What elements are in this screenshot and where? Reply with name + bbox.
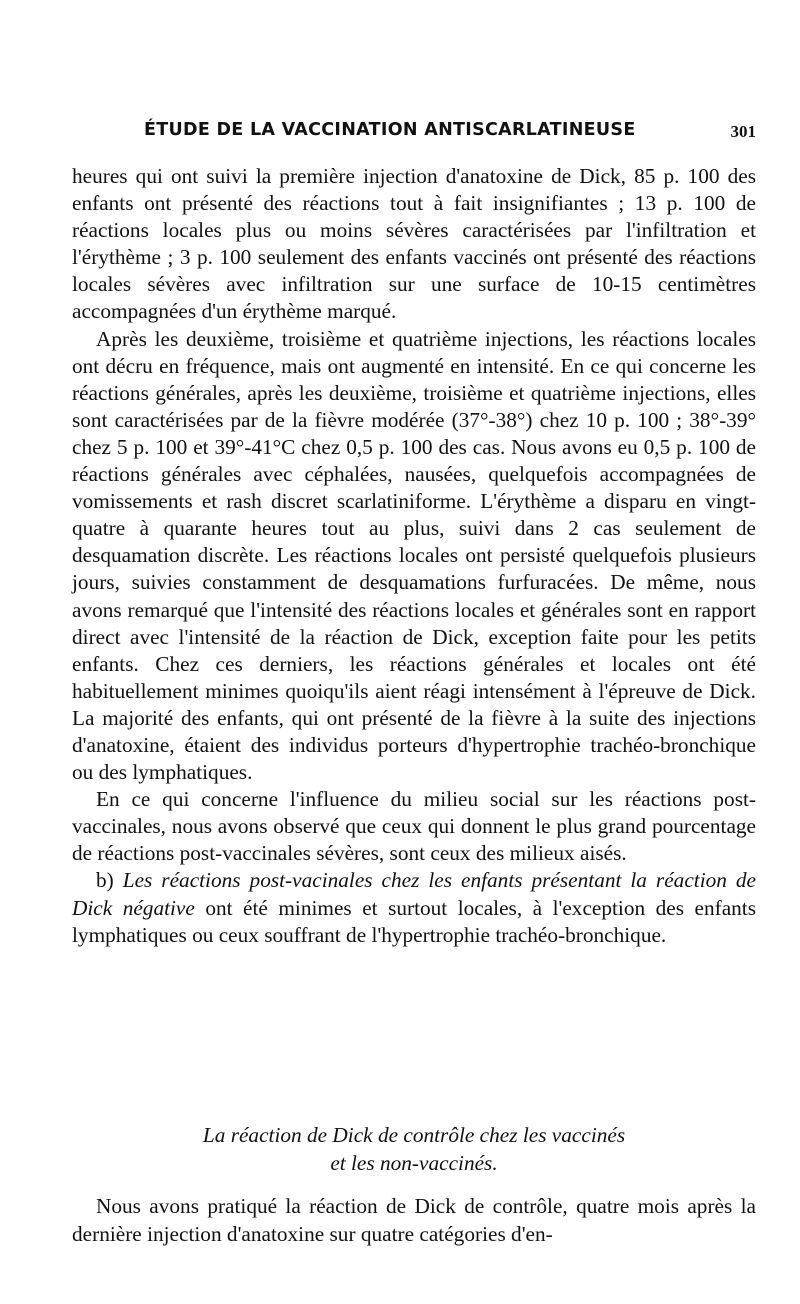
page-header <box>78 120 768 150</box>
section-heading-line-1: La réaction de Dick de contrôle chez les vaccinés <box>202 1123 626 1147</box>
page-number: 301 <box>730 122 756 141</box>
section-heading-line-2: et les non-vaccinés. <box>330 1151 498 1175</box>
paragraph-4-rest: ont été minimes et surtout locales, à l'exception des enfants lymphatiques ou ceux souffrant de l'hypertrophie trachéo-bronchique. <box>72 895 757 947</box>
section-heading <box>72 1121 756 1177</box>
paragraph-4-italic: Les réactions post-vacinales chez les enfants présentant la réaction de Dick négative <box>72 868 756 920</box>
body-text <box>72 163 756 949</box>
closing-text <box>72 1193 756 1248</box>
paragraph-4-label: b) <box>96 868 114 893</box>
paragraph-2: Après les deuxième, troisième et quatrième injections, les réactions locales ont décru en fréquence, mais ont augmenté en intensité. En ce qui concerne les réactions générales, après les deuxième, troisième et quatrième injections, elles sont caractérisées par de la fièvre modérée (37°-38°) chez 10 p. 100 ; 38°-39° chez 5 p. 100 et 39°-41°C chez 0,5 p. 100 des cas. Nous avons eu 0,5 p. 100 de réactions générales avec céphalées, nausées, quelquefois accompagnées de vomissements et rash discret scarlatiniforme. L'érythème a disparu en vingt-quatre à quarante heures tout au plus, suivi dans 2 cas seulement de desquamation discrète. Les réactions locales ont persisté quelquefois plusieurs jours, suivies constamment de desquamations furfuracées. De même, nous avons remarqué que l'intensité des réactions locales et générales sont en rapport direct avec l'intensité de la réaction de Dick, exception faite pour les petits enfants. Chez ces derniers, les réactions générales et locales ont été habituellement minimes quoiqu'ils aient réagi intensément à l'épreuve de Dick. La majorité des enfants, qui ont présenté de la fièvre à la suite des injections d'anatoxine, étaient des individus porteurs d'hypertrophie trachéo-bronchique ou des lymphatiques. <box>72 326 756 785</box>
paragraph-1: heures qui ont suivi la première injection d'anatoxine de Dick, 85 p. 100 des enfants ont présenté des réactions tout à fait insignifiantes ; 13 p. 100 de réactions locales plus ou moins sévères caractérisées par l'infiltration et l'érythème ; 3 p. 100 seulement des enfants vaccinés ont présenté des réactions locales sévères avec infiltration sur une surface de 10-15 centimètres accompagnées d'un érythème marqué. <box>72 164 756 324</box>
closing-paragraph: Nous avons pratiqué la réaction de Dick de contrôle, quatre mois après la dernière injection d'anatoxine sur quatre catégories d'en- <box>72 1194 756 1246</box>
paragraph-4 <box>72 867 756 948</box>
running-title: ÉTUDE DE LA VACCINATION ANTISCARLATINEUSE <box>144 120 636 140</box>
paragraph-3: En ce qui concerne l'influence du milieu social sur les réactions post-vaccinales, nous avons observé que ceux qui donnent le plus grand pourcentage de réactions post-vaccinales sévères, sont ceux des milieux aisés. <box>72 787 756 866</box>
